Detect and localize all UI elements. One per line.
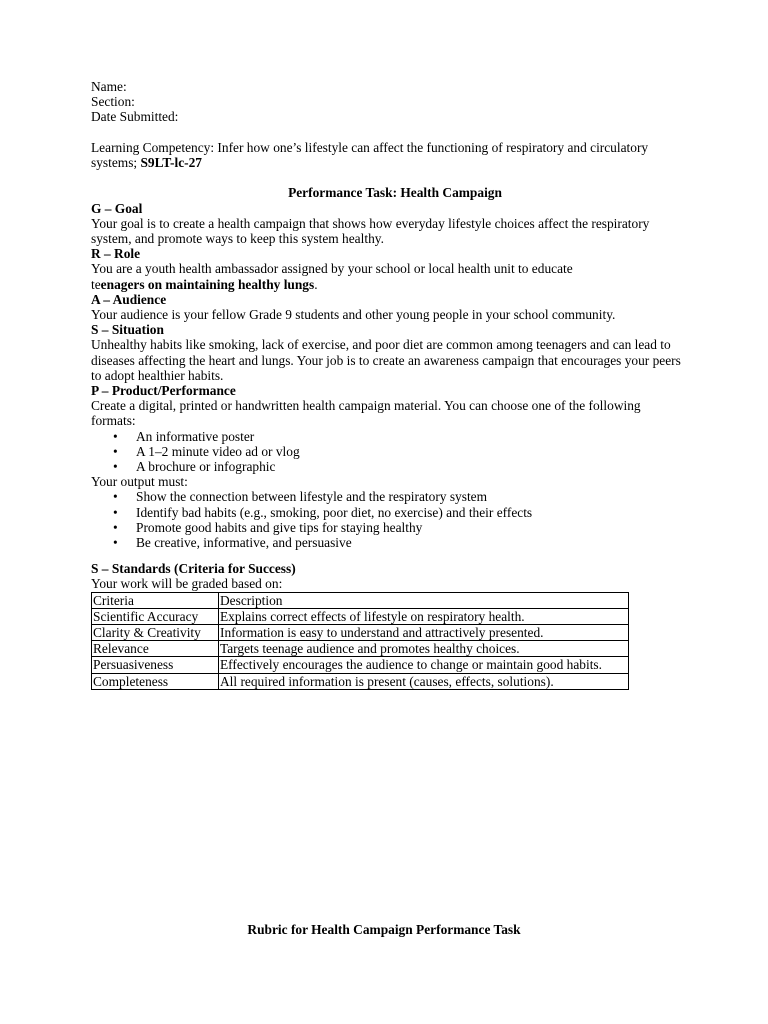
table-cell: Persuasiveness (92, 657, 219, 673)
table-row (92, 673, 629, 689)
table-cell: Information is easy to understand and attractively presented. (219, 625, 629, 641)
goal-text: Your goal is to create a health campaign that shows how everyday lifestyle choices affect the respiratory system, and promote ways to keep this system healthy. (91, 215, 650, 246)
list-item: • An informative poster (91, 429, 691, 444)
product-heading: P – Product/Performance (91, 383, 236, 399)
table-row (92, 657, 629, 673)
name-label: Name: (91, 79, 127, 94)
section-label: Section: (91, 94, 135, 110)
table-cell: Scientific Accuracy (92, 608, 219, 624)
table-row (92, 608, 629, 624)
table-cell: Explains correct effects of lifestyle on respiratory health. (219, 608, 629, 624)
table-row (92, 625, 629, 641)
document-page (91, 79, 691, 690)
table-cell: Relevance (92, 641, 219, 657)
situation-heading: S – Situation (91, 322, 164, 338)
table-header-cell: Description (219, 592, 629, 608)
list-item: • A 1–2 minute video ad or vlog (91, 444, 691, 459)
table-cell: Completeness (92, 673, 219, 689)
format-list (91, 429, 691, 475)
role-text-line2 (91, 277, 691, 292)
list-item: • Be creative, informative, and persuasive (91, 535, 691, 550)
role-text-line1: You are a youth health ambassador assigned by your school or local health unit to educate (91, 261, 573, 277)
task-title: Performance Task: Health Campaign (288, 185, 502, 201)
competency-text: Learning Competency: Infer how one’s lifestyle can affect the functioning of respiratory and circulatory systems; (91, 139, 649, 170)
list-item: • Identify bad habits (e.g., smoking, poor diet, no exercise) and their effects (91, 505, 691, 520)
situation-text: Unhealthy habits like smoking, lack of exercise, and poor diet are common among teenagers and can lead to diseases affecting the heart and lungs. Your job is to create an awareness campaign that encourages your peers to adopt healthier habits. (91, 337, 681, 383)
table-row (92, 641, 629, 657)
criteria-table (91, 592, 629, 690)
list-item: • A brochure or infographic (91, 459, 691, 474)
role-text-suffix: . (314, 276, 318, 292)
product-text: Create a digital, printed or handwritten health campaign material. You can choose one of the following formats: (91, 398, 641, 429)
standards-heading: S – Standards (Criteria for Success) (91, 561, 296, 577)
output-must-label: Your output must: (91, 474, 188, 490)
table-cell: Clarity & Creativity (92, 625, 219, 641)
standards-intro: Your work will be graded based on: (91, 576, 283, 592)
output-must-list (91, 489, 691, 550)
role-heading: R – Role (91, 246, 141, 262)
audience-text: Your audience is your fellow Grade 9 students and other young people in your school community. (91, 307, 616, 323)
rubric-title: Rubric for Health Campaign Performance Task (247, 922, 521, 937)
table-header-cell: Criteria (92, 592, 219, 608)
role-text-prefix: te (91, 276, 101, 292)
competency-code: S9LT-lc-27 (140, 155, 203, 170)
list-item: • Promote good habits and give tips for staying healthy (91, 520, 691, 535)
table-header-row (92, 592, 629, 608)
list-item: • Show the connection between lifestyle and the respiratory system (91, 489, 691, 504)
table-cell: All required information is present (causes, effects, solutions). (219, 673, 629, 689)
goal-heading: G – Goal (91, 200, 143, 216)
table-cell: Effectively encourages the audience to change or maintain good habits. (219, 657, 629, 673)
learning-competency (91, 140, 671, 170)
table-cell: Targets teenage audience and promotes healthy choices. (219, 641, 629, 657)
date-submitted-label: Date Submitted: (91, 109, 179, 125)
audience-heading: A – Audience (91, 291, 167, 307)
role-text-bold: enagers on maintaining healthy lungs (100, 276, 315, 292)
